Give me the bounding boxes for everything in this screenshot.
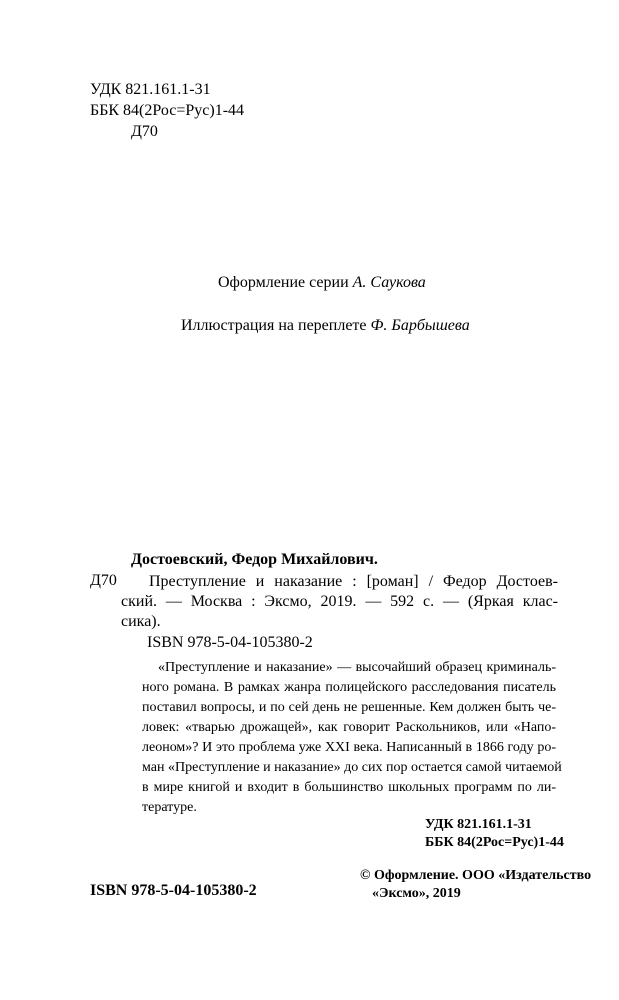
description-line: сика). [121, 613, 161, 630]
annotation-line: ловек: «тварью дрожащей», как говорит Раскольников, или «Напо- [142, 720, 556, 735]
catalog-udk: УДК 821.161.1-31 [425, 817, 532, 832]
description-line: Преступление и наказание : [роман] / Федор Достоев- [149, 573, 558, 590]
annotation-line: в мире книгой и входит в большинство школьных программ по ли- [142, 780, 556, 795]
series-design-credit [218, 274, 426, 292]
series-design-label: Оформление серии [218, 274, 353, 291]
catalog-bbk: ББК 84(2Рос=Рус)1-44 [425, 835, 564, 850]
catalog-author: Достоевский, Федор Михайлович. [131, 551, 378, 568]
annotation-line: поставил вопросы, и по сей день не решенные. Кем должен быть че- [142, 700, 556, 715]
annotation-line: леоном»? И это проблема уже XXI века. Написанный в 1866 году ро- [142, 740, 556, 755]
header-bbk: ББК 84(2Рос=Рус)1-44 [90, 102, 245, 119]
catalog-author-mark: Д70 [90, 572, 117, 589]
annotation-line: ман «Преступление и наказание» до сих пор остается самой читаемой [142, 760, 562, 775]
description-line: ский. — Москва : Эксмо, 2019. — 592 с. — (Яркая клас- [121, 593, 558, 610]
catalog-annotation [142, 658, 562, 818]
catalog-description [121, 572, 558, 632]
footer-copyright-line1: © Оформление. ООО «Издательство [360, 868, 592, 883]
header-udk: УДК 821.161.1-31 [90, 81, 211, 98]
annotation-line: «Преступление и наказание» — высочайший образец криминаль- [158, 660, 556, 675]
footer-isbn: ISBN 978-5-04-105380-2 [90, 882, 257, 899]
header-author-mark: Д70 [131, 123, 158, 140]
catalog-isbn: ISBN 978-5-04-105380-2 [147, 634, 313, 651]
annotation-line: ного романа. В рамках жанра полицейского расследования писатель [142, 680, 556, 695]
annotation-line: тературе. [142, 800, 197, 815]
cover-illustration-name: Ф. Барбышева [370, 317, 470, 334]
series-design-name: А. Саукова [352, 274, 426, 291]
footer-copyright-line2: «Эксмо», 2019 [372, 886, 461, 901]
cover-illustration-label: Иллюстрация на переплете [181, 317, 371, 334]
cover-illustration-credit [181, 317, 470, 335]
